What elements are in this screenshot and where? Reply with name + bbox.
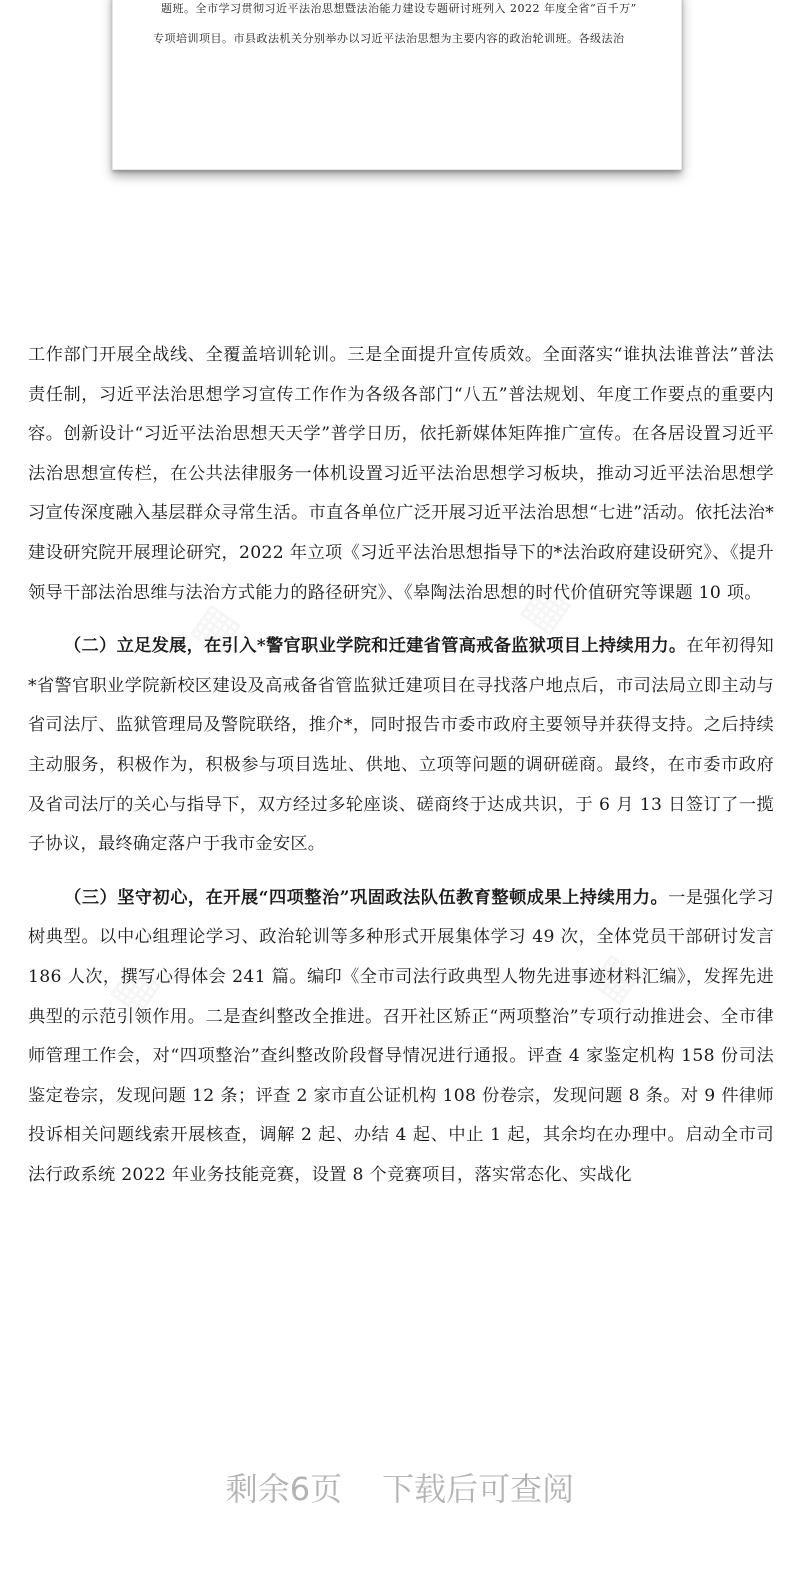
paragraph-3-body: 一是强化学习树典型。以中心组理论学习、政治轮训等多种形式开展集体学习 49 次，全体党员干部研讨发言 186 人次，撰写心得体会 241 篇。编印《全市司法行政典型人物先进事迹材料汇编》，发挥先进典型的示范引领作用。二是查纠整改全推进。召开社区矫正“两项整治”专项行动推进会、全市律师管理工作会，对“四项整治”查纠整改阶段督导情况进行通报。评查 4 家鉴定机构 158 份司法鉴定卷宗，发现问题 12 条；评查 2 家市直公证机构 108 份卷宗，发现问题 8 条。对 9 件律师投诉相关问题线索开展核查，调解 2 起、办结 4 起、中止 1 起，其余均在办理中。启动全市司法行政系统 2022 年业务技能竞赛，设置 8 个竞赛项目，落实常态化、实战化 [28,887,774,1185]
paragraph-3 [28,879,774,1196]
card-text-line-1: 题班。全市学习贯彻习近平法治思想暨法治能力建设专题研讨班列入 2022 年度全省“百千万” [161,2,637,15]
remaining-pages-text: 剩余6页 [225,1470,343,1508]
document-body [28,336,774,1195]
previous-page-card [112,0,682,170]
card-text-line-2: 专项培训项目。市县政法机关分别举办以习近平法治思想为主要内容的政治轮训班。各级法治 [153,32,625,45]
download-to-view-text: 下载后可查阅 [382,1470,575,1508]
paragraph-1: 工作部门开展全战线、全覆盖培训轮训。三是全面提升宣传质效。全面落实“谁执法谁普法”普法责任制，习近平法治思想学习宣传工作作为各级各部门“八五”普法规划、年度工作要点的重要内容。创新设计“习近平法治思想天天学”普学日历，依托新媒体矩阵推广宣传。在各居设置习近平法治思想宣传栏，在公共法律服务一体机设置习近平法治思想学习板块，推动习近平法治思想学习宣传深度融入基层群众寻常生活。市直各单位广泛开展习近平法治思想“七进”活动。依托法治*建设研究院开展理论研究，2022 年立项《习近平法治思想指导下的*法治政府建设研究》、《提升领导干部法治思维与法治方式能力的路径研究》、《皋陶法治思想的时代价值研究等课题 10 项。 [28,345,774,603]
paragraph-2 [28,627,774,865]
paragraph-2-heading: （二）立足发展，在引入*警官职业学院和迁建省管高戒备监狱项目上持续用力。 [64,636,687,657]
download-prompt[interactable] [0,1464,800,1510]
paragraph-2-body: 在年初得知*省警官职业学院新校区建设及高戒备省管监狱迁建项目在寻找落户地点后，市司法局立即主动与省司法厅、监狱管理局及警院联络，推介*，同时报告市委市政府主要领导并获得支持。之后持续主动服务，积极作为，积极参与项目选址、供地、立项等问题的调研磋商。最终，在市委市政府及省司法厅的关心与指导下，双方经过多轮座谈、磋商终于达成共识，于 6 月 13 日签订了一揽子协议，最终确定落户于我市金安区。 [28,636,774,855]
paragraph-3-heading: （三）坚守初心，在开展“四项整治”巩固政法队伍教育整顿成果上持续用力。 [64,887,669,908]
